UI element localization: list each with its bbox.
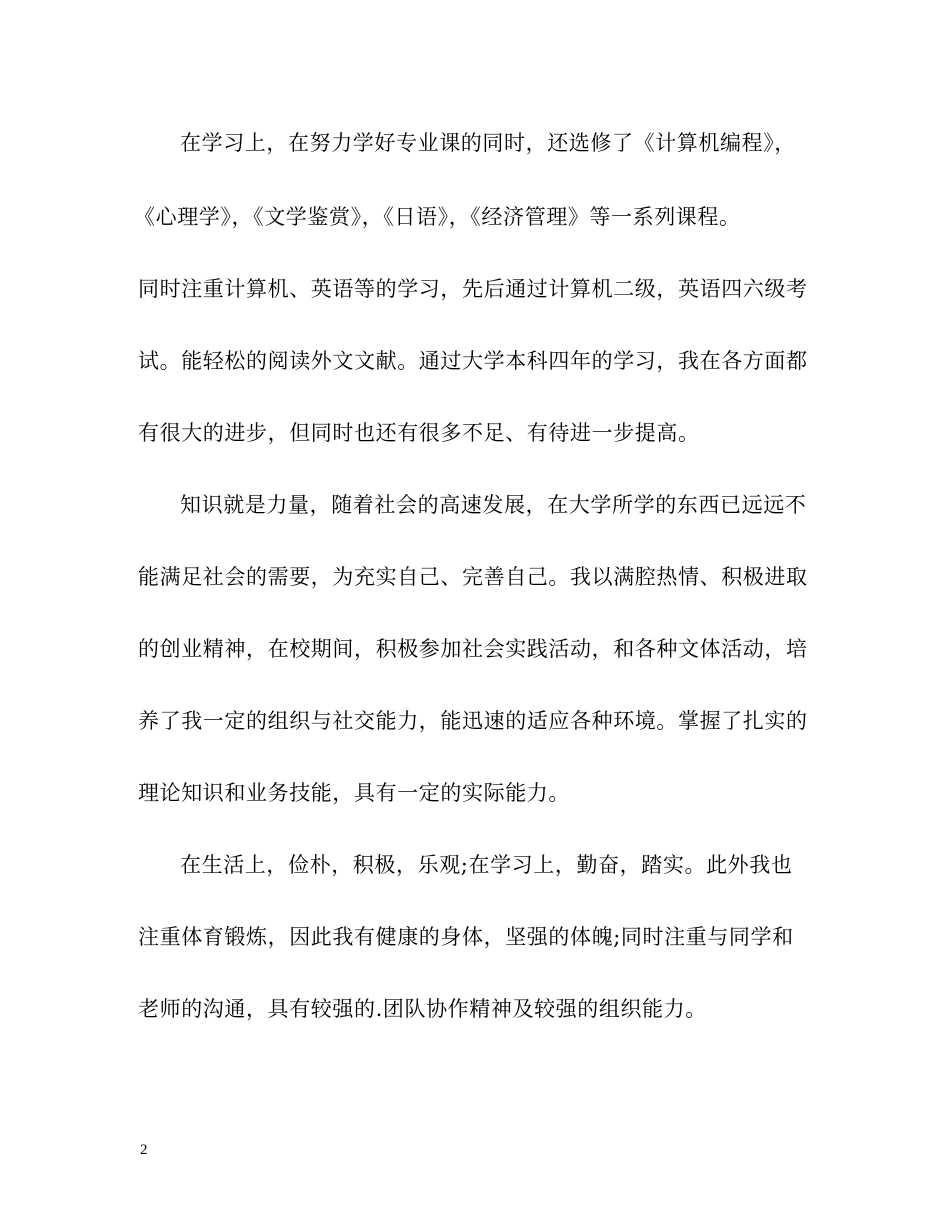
paragraph-2-line-1: 知识就是力量，随着社会的高速发展，在大学所学的东西已远远不 <box>180 493 807 517</box>
page-number: 2 <box>140 1142 148 1158</box>
paragraph-3-line-1: 在生活上，俭朴，积极，乐观;在学习上，勤奋，踏实。此外我也 <box>180 853 793 877</box>
paragraph-1-line-1: 在学习上，在努力学好专业课的同时，还选修了《计算机编程》， <box>180 131 796 155</box>
paragraph-1-line-3: 同时注重计算机、英语等的学习，先后通过计算机二级，英语四六级考 <box>138 277 808 301</box>
paragraph-2-line-2: 能满足社会的需要，为充实自己、完善自己。我以满腔热情、积极进取 <box>138 565 808 589</box>
paragraph-3-line-2: 注重体育锻炼，因此我有健康的身体，坚强的体魄;同时注重与同学和 <box>138 925 794 949</box>
paragraph-1-line-4: 试。能轻松的阅读外文文献。通过大学本科四年的学习，我在各方面都 <box>138 349 808 373</box>
paragraph-1-line-5: 有很大的进步，但同时也还有很多不足、有待进一步提高。 <box>138 421 700 445</box>
paragraph-2-line-4: 养了我一定的组织与社交能力，能迅速的适应各种环境。掌握了扎实的 <box>138 709 808 733</box>
paragraph-1-line-2: 《心理学》，《文学鉴赏》，《日语》，《经济管理》等一系列课程。 <box>134 205 741 229</box>
paragraph-2-line-5: 理论知识和业务技能，具有一定的实际能力。 <box>138 781 570 805</box>
paragraph-3-line-3: 老师的沟通，具有较强的.团队协作精神及较强的组织能力。 <box>138 997 707 1021</box>
paragraph-2-line-3: 的创业精神，在校期间，积极参加社会实践活动，和各种文体活动，培 <box>138 637 808 661</box>
